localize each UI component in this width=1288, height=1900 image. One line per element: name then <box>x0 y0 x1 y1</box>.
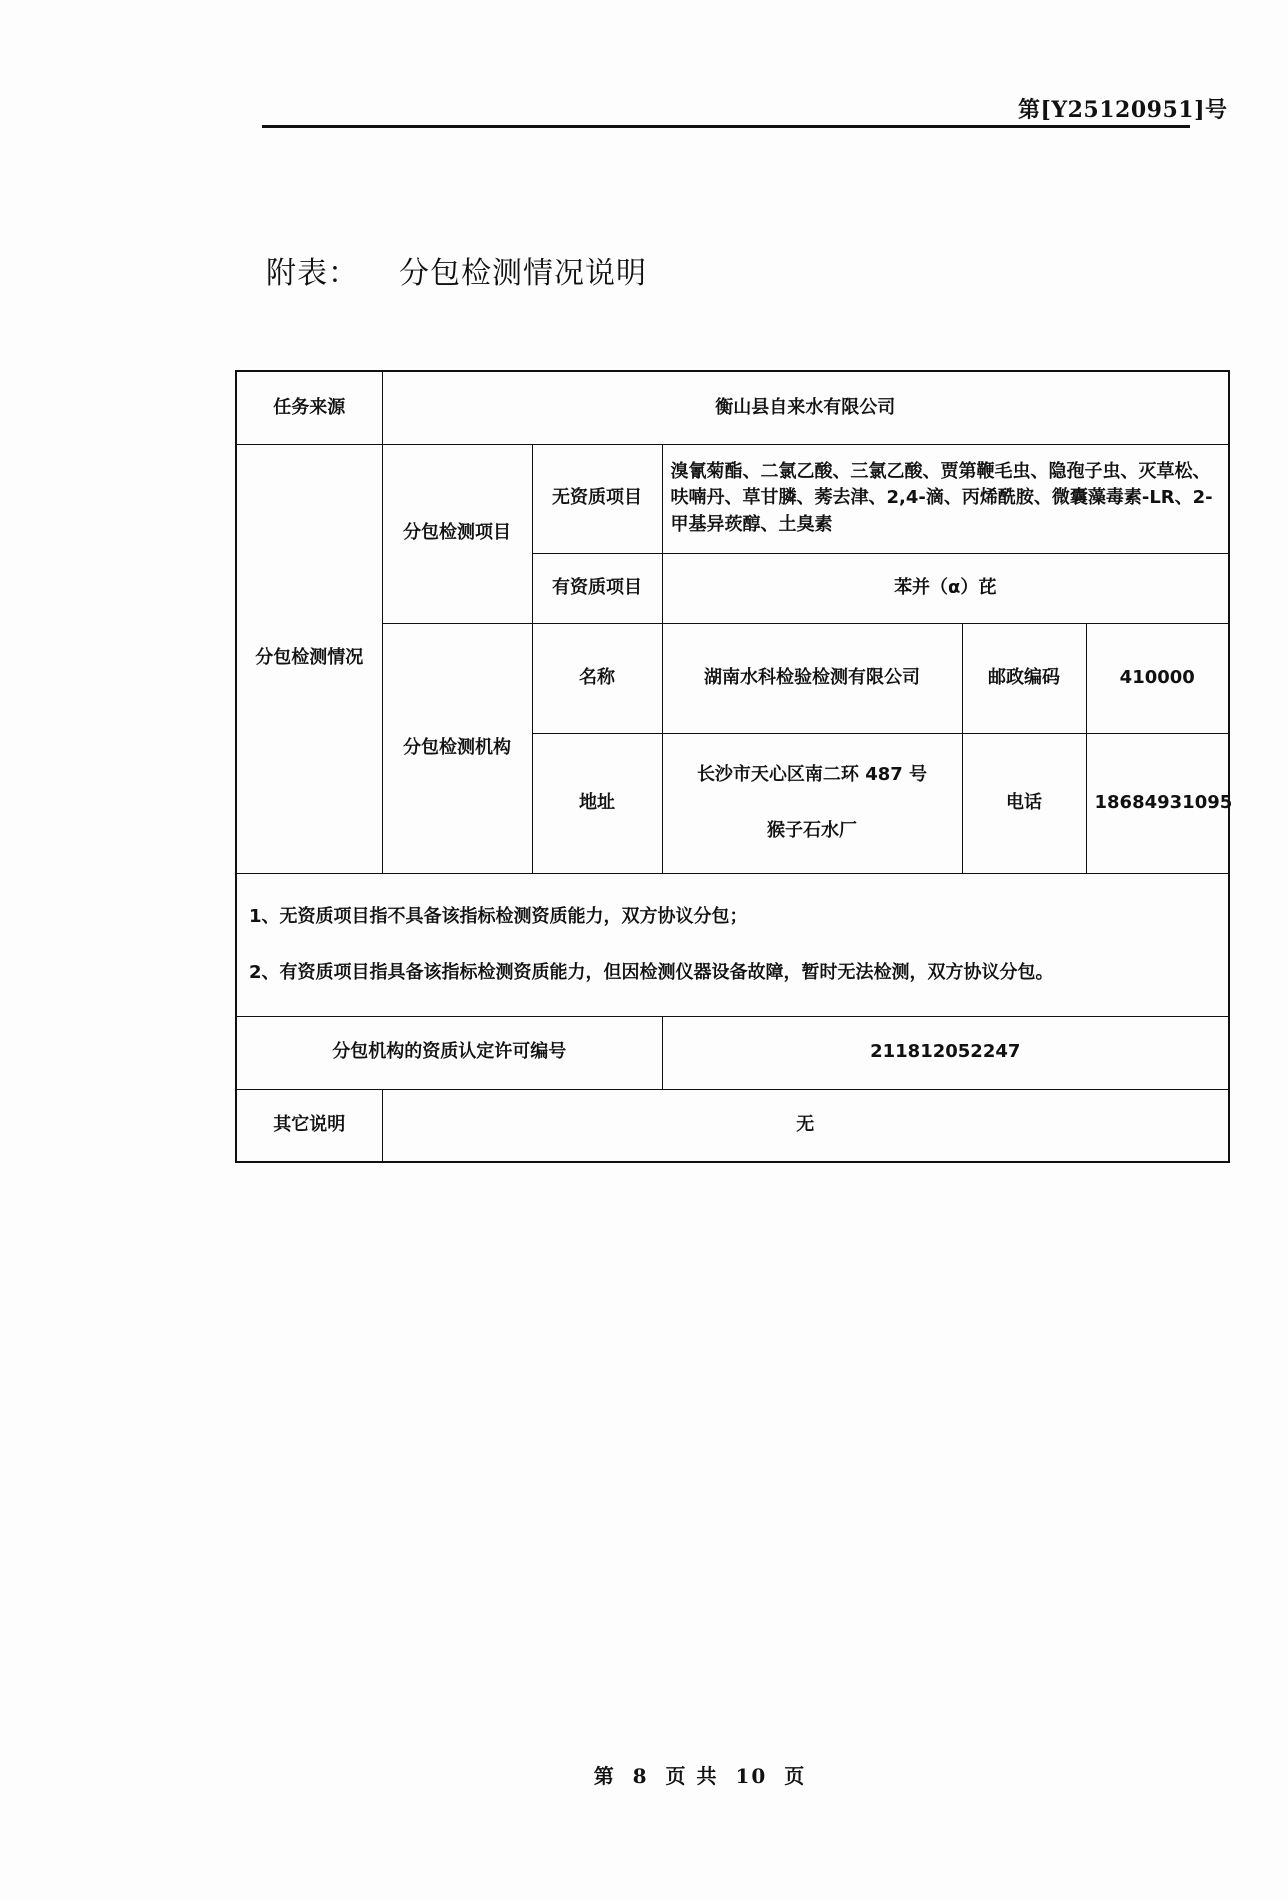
agency-name-row <box>236 623 1229 733</box>
other-value: 无 <box>382 1089 1229 1162</box>
unqualified-items-value: 溴氰菊酯、二氯乙酸、三氯乙酸、贾第鞭毛虫、隐孢子虫、灭草松、呋喃丹、草甘膦、莠去津、2,4-滴、丙烯酰胺、微囊藻毒素-LR、2-甲基异莰醇、土臭素 <box>662 444 1229 553</box>
phone-label: 电话 <box>962 733 1086 873</box>
qualified-items-label: 有资质项目 <box>532 553 662 623</box>
page-footer <box>0 1760 1288 1789</box>
footer-suffix: 页 <box>784 1764 807 1788</box>
unqualified-items-label: 无资质项目 <box>532 444 662 553</box>
qualified-items-value: 苯并（α）芘 <box>662 553 1229 623</box>
other-row <box>236 1089 1229 1162</box>
license-label: 分包机构的资质认定许可编号 <box>236 1016 662 1089</box>
task-source-label: 任务来源 <box>236 371 382 444</box>
footer-prefix: 第 <box>593 1764 616 1788</box>
agency-label: 分包检测机构 <box>382 623 532 873</box>
title-text: 分包检测情况说明 <box>399 256 647 291</box>
address-line-2: 猴子石水厂 <box>767 820 857 841</box>
address-label: 地址 <box>532 733 662 873</box>
phone-value: 18684931095 <box>1086 733 1229 873</box>
footer-total-pages: 10 <box>735 1764 768 1788</box>
other-label: 其它说明 <box>236 1089 382 1162</box>
address-value <box>662 733 962 873</box>
notes-cell <box>236 873 1229 1016</box>
footer-page-number: 8 <box>632 1764 649 1788</box>
report-number: 第[Y25120951]号 <box>1018 97 1228 123</box>
license-value: 211812052247 <box>662 1016 1229 1089</box>
title-prefix: 附表： <box>266 256 359 291</box>
subcontract-section-label: 分包检测情况 <box>236 444 382 873</box>
license-row <box>236 1016 1229 1089</box>
agency-name-label: 名称 <box>532 623 662 733</box>
page-title <box>266 248 647 292</box>
subcontract-items-label: 分包检测项目 <box>382 444 532 623</box>
note-2: 2、有资质项目指具备该指标检测资质能力，但因检测仪器设备故障，暂时无法检测，双方协议分包。 <box>249 961 1054 983</box>
notes-row <box>236 873 1229 1016</box>
unqualified-items-row <box>236 444 1229 553</box>
task-source-row <box>236 371 1229 444</box>
task-source-value: 衡山县自来水有限公司 <box>382 371 1229 444</box>
postcode-value: 410000 <box>1086 623 1229 733</box>
subcontract-table <box>235 370 1233 1163</box>
agency-name-value: 湖南水科检验检测有限公司 <box>662 623 962 733</box>
header-rule <box>262 125 1190 128</box>
note-1: 1、无资质项目指不具备该指标检测资质能力，双方协议分包； <box>249 906 748 928</box>
address-line-1: 长沙市天心区南二环 487 号 <box>696 763 928 785</box>
footer-middle: 页 共 <box>665 1764 719 1788</box>
postcode-label: 邮政编码 <box>962 623 1086 733</box>
